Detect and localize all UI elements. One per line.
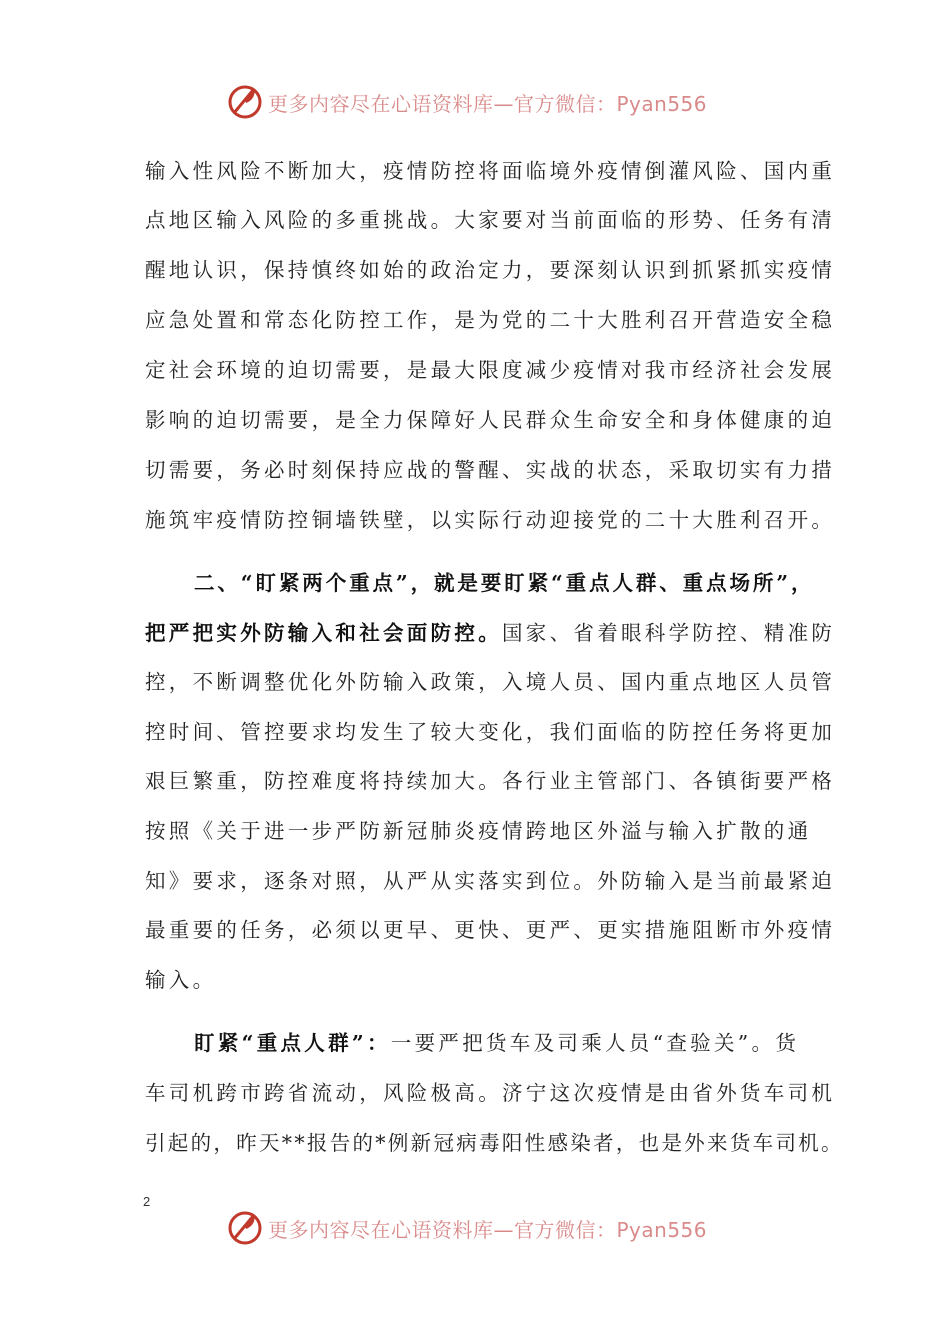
body-line: 点地区输入风险的多重挑战。大家要对当前面临的形势、任务有清: [145, 208, 836, 232]
subsection-heading-bold: 盯紧“重点人群”：: [194, 1031, 391, 1055]
section-heading: 二、“盯紧两个重点”，就是要盯紧“重点人群、重点场所”，: [194, 571, 815, 595]
body-line: 应急处置和常态化防控工作，是为党的二十大胜利召开营造安全稳: [145, 308, 836, 332]
subsection-line: [194, 1028, 799, 1058]
footer-banner-text: 更多内容尽在心语资料库—官方微信：Pyan556: [268, 1217, 708, 1242]
section-text: 国家、省着眼科学防控、精准防: [502, 621, 836, 645]
section-heading-continuation: [145, 618, 835, 648]
body-line: 引起的，昨天**报告的*例新冠病毒阳性感染者，也是外来货车司机。: [145, 1131, 844, 1155]
page-number: 2: [143, 1194, 151, 1209]
body-line: 艰巨繁重，防控难度将持续加大。各行业主管部门、各镇街要严格: [145, 769, 836, 793]
body-line: 控时间、管控要求均发生了较大变化，我们面临的防控任务将更加: [145, 720, 836, 744]
body-line: 切需要，务必时刻保持应战的警醒、实战的状态，采取切实有力措: [145, 458, 836, 482]
body-line: 最重要的任务，必须以更早、更快、更严、更实措施阻断市外疫情: [145, 918, 836, 942]
body-line: 醒地认识，保持慎终如始的政治定力，要深刻认识到抓紧抓实疫情: [145, 258, 836, 282]
header-banner-text: 更多内容尽在心语资料库—官方微信：Pyan556: [268, 91, 708, 116]
quill-logo-icon: [226, 83, 264, 121]
body-line: 车司机跨市跨省流动，风险极高。济宁这次疫情是由省外货车司机: [145, 1081, 836, 1105]
body-line: 定社会环境的迫切需要，是最大限度减少疫情对我市经济社会发展: [145, 358, 836, 382]
body-line: 输入。: [145, 968, 217, 992]
section-heading-bold: 把严把实外防输入和社会面防控。: [145, 621, 502, 645]
footer-banner: [226, 1208, 707, 1248]
body-line: 影响的迫切需要，是全力保障好人民群众生命安全和身体健康的迫: [145, 408, 836, 432]
body-line: 知》要求，逐条对照，从严从实落实到位。外防输入是当前最紧迫: [145, 869, 836, 893]
subsection-text: 一要严把货车及司乘人员“查验关”。货: [390, 1031, 800, 1055]
quill-logo-icon: [226, 1209, 264, 1247]
body-line: 控，不断调整优化外防输入政策，入境人员、国内重点地区人员管: [145, 670, 836, 694]
body-line: 按照《关于进一步严防新冠肺炎疫情跨地区外溢与输入扩散的通: [145, 819, 812, 843]
header-banner: [226, 82, 707, 122]
body-line: 输入性风险不断加大，疫情防控将面临境外疫情倒灌风险、国内重: [145, 159, 836, 183]
body-line: 施筑牢疫情防控铜墙铁壁，以实际行动迎接党的二十大胜利召开。: [145, 508, 836, 532]
